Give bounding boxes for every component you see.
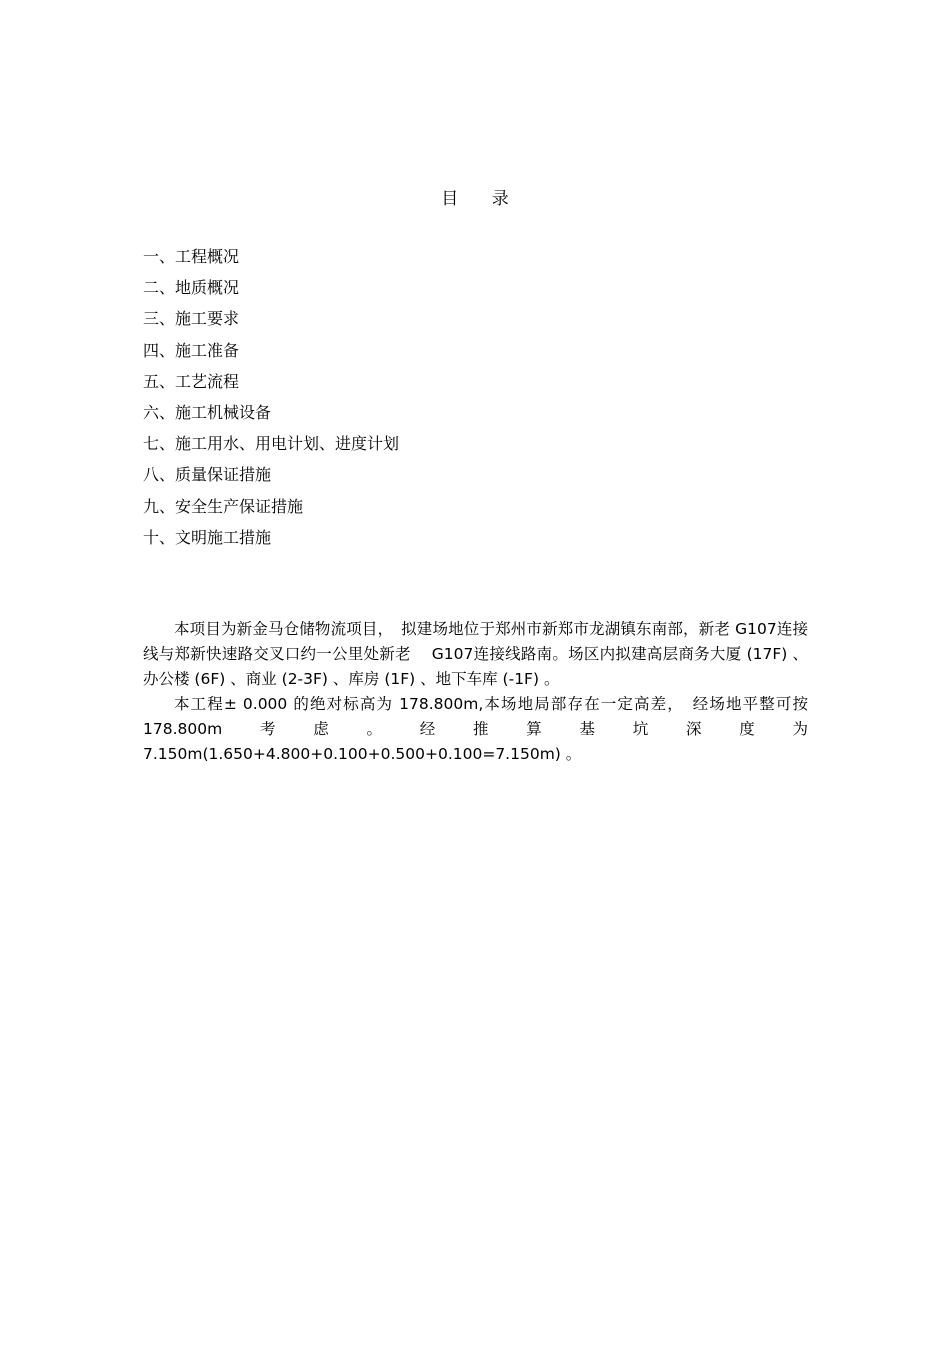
toc-item: 十、文明施工措施 xyxy=(143,527,272,547)
table-of-contents xyxy=(143,246,399,558)
toc-title: 目 录 xyxy=(441,189,523,209)
toc-item: 七、施工用水、用电计划、进度计划 xyxy=(143,434,400,454)
toc-item: 二、地质概况 xyxy=(143,278,240,298)
project-overview-text xyxy=(143,617,808,767)
toc-item: 八、质量保证措施 xyxy=(143,465,272,485)
toc-item: 四、施工准备 xyxy=(143,340,240,360)
toc-item: 九、安全生产保证措施 xyxy=(143,496,304,516)
toc-item: 五、工艺流程 xyxy=(143,371,240,391)
paragraph-project-location: 本项目为新金马仓储物流项目， 拟建场地位于郑州市新郑市龙湖镇东南部，新老 G107连接线与郑新快速路交叉口约一公里处新老 G107连接线路南。场区内拟建高层商务大厦 (17F) 、办公楼 (6F) 、商业 (2-3F) 、库房 (1F) 、地下车库 (-1F) 。 xyxy=(143,620,808,688)
toc-item: 三、施工要求 xyxy=(143,309,240,329)
toc-item: 一、工程概况 xyxy=(143,247,240,266)
toc-item: 六、施工机械设备 xyxy=(143,402,272,422)
paragraph-elevation-depth: 本工程± 0.000 的绝对标高为 178.800m,本场地局部存在一定高差， 经场地平整可按 178.800m考虑。经推算基坑深度为 7.150m(1.650+4.800+0.100+0.500+0.100=7.150m) 。 xyxy=(143,695,808,763)
